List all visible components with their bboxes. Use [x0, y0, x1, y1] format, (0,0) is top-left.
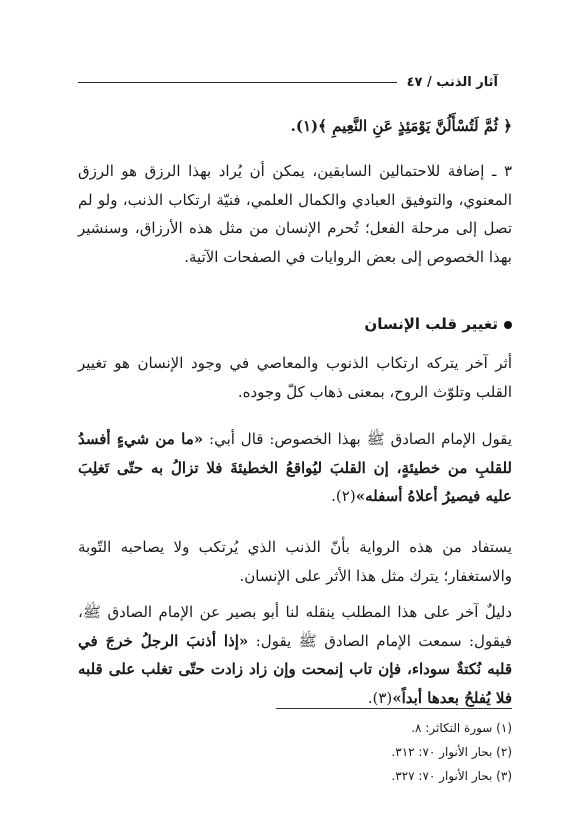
- quran-verse: [78, 112, 512, 141]
- paragraph-3-text: يستفاد من هذه الرواية بأنّ الذنب الذي يُرتكب ولا يصاحبه التّوبة والاستغفار؛ يترك مثل هذا الأثر على الإنسان.: [78, 538, 512, 585]
- bullet-icon: [504, 321, 512, 329]
- section-heading-text: تغيير قلب الإنسان: [364, 315, 498, 333]
- footnote-3: (٣) بحار الأنوار ٧٠: ٣٢٧.: [391, 769, 512, 783]
- footnote-rule: [276, 708, 512, 709]
- paragraph-3: [78, 533, 512, 590]
- paragraph-4: [78, 598, 512, 712]
- paragraph-2-quote: «ما من شيءٍ أفسدُ للقلبِ من خطيئةٍ، إن القلبَ ليُواقعُ الخطيئةَ فلا تزالُ به حتّى تَغلِبَ عليه فيصيرُ أعلاهُ أسفله»: [78, 430, 512, 505]
- footnote-ref-2: (٢).: [331, 487, 356, 505]
- footnote-ref-3: (٣).: [367, 688, 393, 707]
- point-3-text: ٣ ـ إضافة للاحتمالين السابقين، يمكن أن يُراد بهذا الرزق هو الرزق المعنوي، والتوفيق العبادي والكمال العلمي، فنيّة ارتكاب الذنب، ولو لم تصل إلى مرحلة الفعل؛ تُحرم الإنسان من مثل هذه الأرزاق، وسنشير بهذا الخصوص إلى بعض الروايات في الصفحات الآتية.: [78, 162, 512, 266]
- footnote-2: (٢) بحار الأنوار ٧٠: ٣١٢.: [391, 745, 512, 759]
- paragraph-1-text: أثر آخر يتركه ارتكاب الذنوب والمعاصي في وجود الإنسان هو تغيير القلب وتلوّث الروح، بمعنى ذهاب كلّ وجوده.: [78, 354, 512, 401]
- section-heading: [78, 315, 512, 333]
- paragraph-2: [78, 425, 512, 511]
- paragraph-2-intro: يقول الإمام الصادق ﷺ بهذا الخصوص: قال أبي:: [203, 430, 512, 448]
- point-3-block: [78, 157, 512, 271]
- quran-line: ﴿ ثُمَّ لَتُسْأَلُنَّ يَوْمَئِذٍ عَنِ النَّعِيمِ ﴾(١).: [290, 117, 512, 135]
- paragraph-1: [78, 349, 512, 406]
- footnotes: [78, 716, 512, 788]
- running-header: [78, 70, 498, 94]
- header-title: آثار الذنب / ٤٧: [406, 74, 498, 90]
- footnote-1: (١) سورة التكاثر: ٨.: [411, 721, 512, 735]
- header-rule: [78, 82, 397, 83]
- paragraph-4-intro: دليلٌ آخر على هذا المطلب ينقله لنا أبو بصير عن الإمام الصادق ﷺ، فيقول: سمعت الإمام الصادق ﷺ يقول:: [78, 603, 512, 650]
- paragraph-4-quote: «إذا أذنبَ الرجلُ خرجَ في قلبه نُكتةٌ سوداء، فإن تاب إنمحت وإن زاد زادت حتّى تغلب على قلبه فلا يُفلحُ بعدها أبداً»: [78, 631, 512, 707]
